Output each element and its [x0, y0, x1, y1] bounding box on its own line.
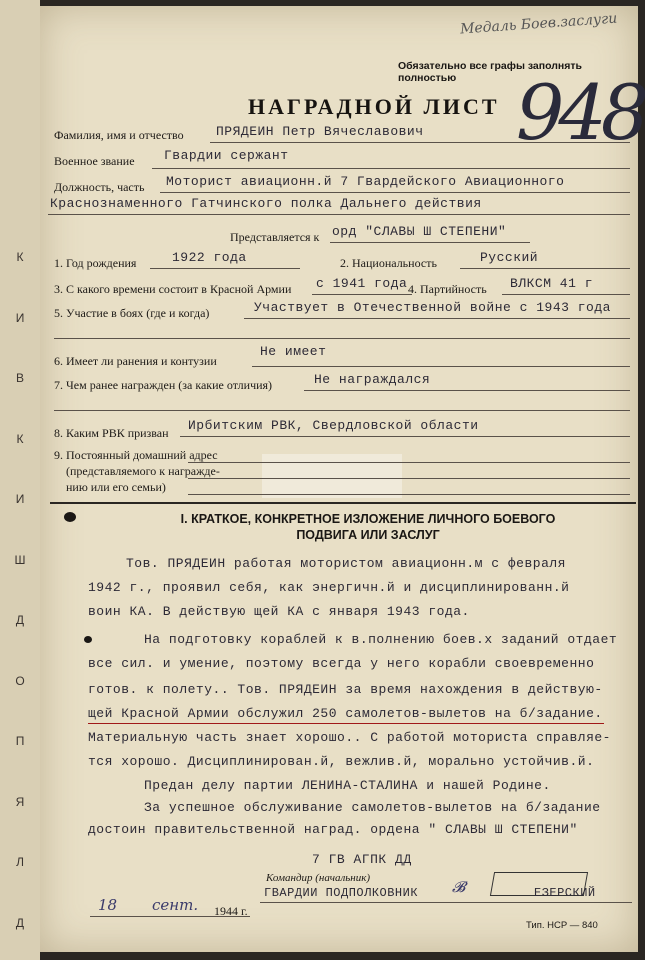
award-sheet — [40, 6, 644, 952]
notice-text: Обязательно все графы заполнять полностью — [398, 60, 582, 84]
awards-value: Не награждался — [314, 372, 431, 387]
birth-year-label: 1. Год рождения — [54, 256, 137, 270]
presented-label: Представляется к — [230, 230, 320, 244]
wounds-label: 6. Имеет ли ранения и контузии — [54, 354, 217, 368]
corner-note: Медаль Боев.заслуги — [459, 10, 618, 38]
position-label: Должность, часть — [54, 180, 145, 194]
ink-blot — [64, 512, 76, 522]
rvk-label: 8. Каким РВК призван — [54, 426, 169, 440]
rank-value: Гвардии сержант — [164, 148, 289, 163]
underline — [460, 268, 630, 269]
document-title: НАГРАДНОЙ ЛИСТ — [248, 94, 500, 119]
underline — [90, 916, 250, 917]
print-code: Тип. НСР — 840 — [526, 920, 598, 931]
date-year: 1944 г. — [214, 904, 248, 918]
citation-line: Предан делу партии ЛЕНИНА-СТАЛИНА и нашей Родине. — [144, 778, 551, 793]
side-letter: П — [15, 734, 25, 749]
position-value-cont: Краснознаменного Гатчинского полка Дальнего действия — [50, 196, 482, 211]
citation-line: тся хорошо. Дисциплинирован.й, вежлив.й, морально устойчив.й. — [88, 754, 595, 769]
rank-label: Военное звание — [54, 154, 135, 168]
side-letter: И — [15, 310, 25, 325]
underline — [502, 294, 630, 295]
underline — [210, 142, 630, 143]
side-letter: О — [15, 673, 25, 688]
party-label: 4. Партийность — [408, 282, 487, 296]
birth-year-value: 1922 года — [172, 250, 247, 265]
side-letter: Д — [15, 613, 25, 628]
commander-name: ЕЗЕРСКИЙ — [534, 886, 596, 900]
underline — [54, 338, 630, 339]
underline — [152, 168, 630, 169]
underline — [48, 214, 630, 215]
underline — [188, 494, 630, 495]
underline — [150, 268, 300, 269]
underline — [180, 436, 630, 437]
citation-line: За успешное обслуживание самолетов-вылетов на б/задание — [144, 800, 601, 815]
battles-value: Участвует в Отечественной войне с 1943 года — [254, 300, 611, 315]
nationality-value: Русский — [480, 250, 539, 265]
underline — [188, 462, 630, 463]
side-letter: Ш — [14, 552, 26, 567]
address-label-cont: нию или его семьи) — [66, 480, 166, 494]
position-value: Моторист авиационн.й 7 Гвардейского Авиационного — [166, 174, 565, 189]
presented-value: орд "СЛАВЫ Ш СТЕПЕНИ" — [332, 224, 507, 239]
army-since-value: с 1941 года — [316, 276, 408, 291]
side-letter: В — [15, 371, 24, 386]
nationality-label: 2. Национальность — [340, 256, 437, 270]
section-divider — [50, 502, 636, 504]
name-value: ПРЯДЕИН Петр Вячеславович — [216, 124, 424, 139]
underline — [244, 318, 630, 319]
side-letter: Я — [15, 794, 25, 809]
citation-line: щей Красной Армии обслужил 250 самолетов-вылетов на б/задание. — [88, 706, 603, 721]
date-day: 18 — [98, 896, 118, 914]
handwritten-number: 948 — [516, 68, 644, 157]
section-title: I. КРАТКОЕ, КОНКРЕТНОЕ ИЗЛОЖЕНИЕ ЛИЧНОГО БОЕВОГО — [180, 512, 556, 526]
side-letter: Л — [16, 855, 24, 870]
ink-blot — [84, 636, 92, 643]
underline — [260, 902, 632, 903]
battles-label: 5. Участие в боях (где и когда) — [54, 306, 210, 320]
red-underline — [88, 723, 604, 724]
commander-rank: ГВАРДИИ ПОДПОЛКОВНИК — [264, 886, 419, 900]
name-label: Фамилия, имя и отчество — [54, 128, 184, 142]
underline — [304, 390, 630, 391]
party-value: ВЛКСМ 41 г — [510, 276, 594, 291]
commander-label: Командир (начальник) — [266, 872, 371, 884]
side-letter: И — [15, 492, 25, 507]
redacted-address — [262, 454, 402, 498]
underline — [160, 192, 630, 193]
side-letter: Д — [15, 915, 25, 930]
wounds-value: Не имеет — [260, 344, 327, 359]
citation-line: все сил. и умение, поэтому всегда у него корабли своевременно — [88, 656, 595, 671]
citation-line: готов. к полету.. Тов. ПРЯДЕИН за время нахождения в действую- — [88, 682, 603, 697]
unit-name: 7 ГВ АГПК ДД — [312, 852, 412, 867]
underline — [188, 478, 630, 479]
citation-line: 1942 г., проявил себя, как энергичн.й и дисциплинированн.й — [88, 580, 570, 595]
side-letter: К — [16, 250, 24, 264]
citation-line: Тов. ПРЯДЕИН работая мотористом авиационн.м с февраля — [126, 556, 566, 571]
underline — [312, 294, 412, 295]
address-label: 9. Постоянный домашний адрес — [54, 448, 218, 462]
citation-line: достоин правительственной наград. ордена " СЛАВЫ Ш СТЕПЕНИ" — [88, 822, 578, 837]
citation-line: воин КА. В действую щей КА с января 1943 года. — [88, 604, 470, 619]
citation-line: Материальную часть знает хорошо.. С работой моториста справляе- — [88, 730, 611, 745]
underline — [330, 242, 530, 243]
section-title-cont: ПОДВИГА ИЛИ ЗАСЛУГ — [296, 528, 440, 542]
army-since-label: 3. С какого времени состоит в Красной Армии — [54, 282, 292, 296]
underline — [252, 366, 630, 367]
rvk-value: Ирбитским РВК, Свердловской области — [188, 418, 479, 433]
date-month: сент. — [152, 896, 199, 914]
awards-label: 7. Чем ранее награжден (за какие отличия) — [54, 378, 273, 392]
address-label-cont: (представляемого к награжде- — [66, 464, 220, 478]
side-letter: К — [16, 431, 24, 446]
side-vertical-text — [2, 250, 38, 930]
underline — [54, 410, 630, 411]
signature: 𝓑 — [452, 878, 466, 896]
citation-line: На подготовку кораблей к в.полнению боев.х заданий отдает — [144, 632, 618, 647]
